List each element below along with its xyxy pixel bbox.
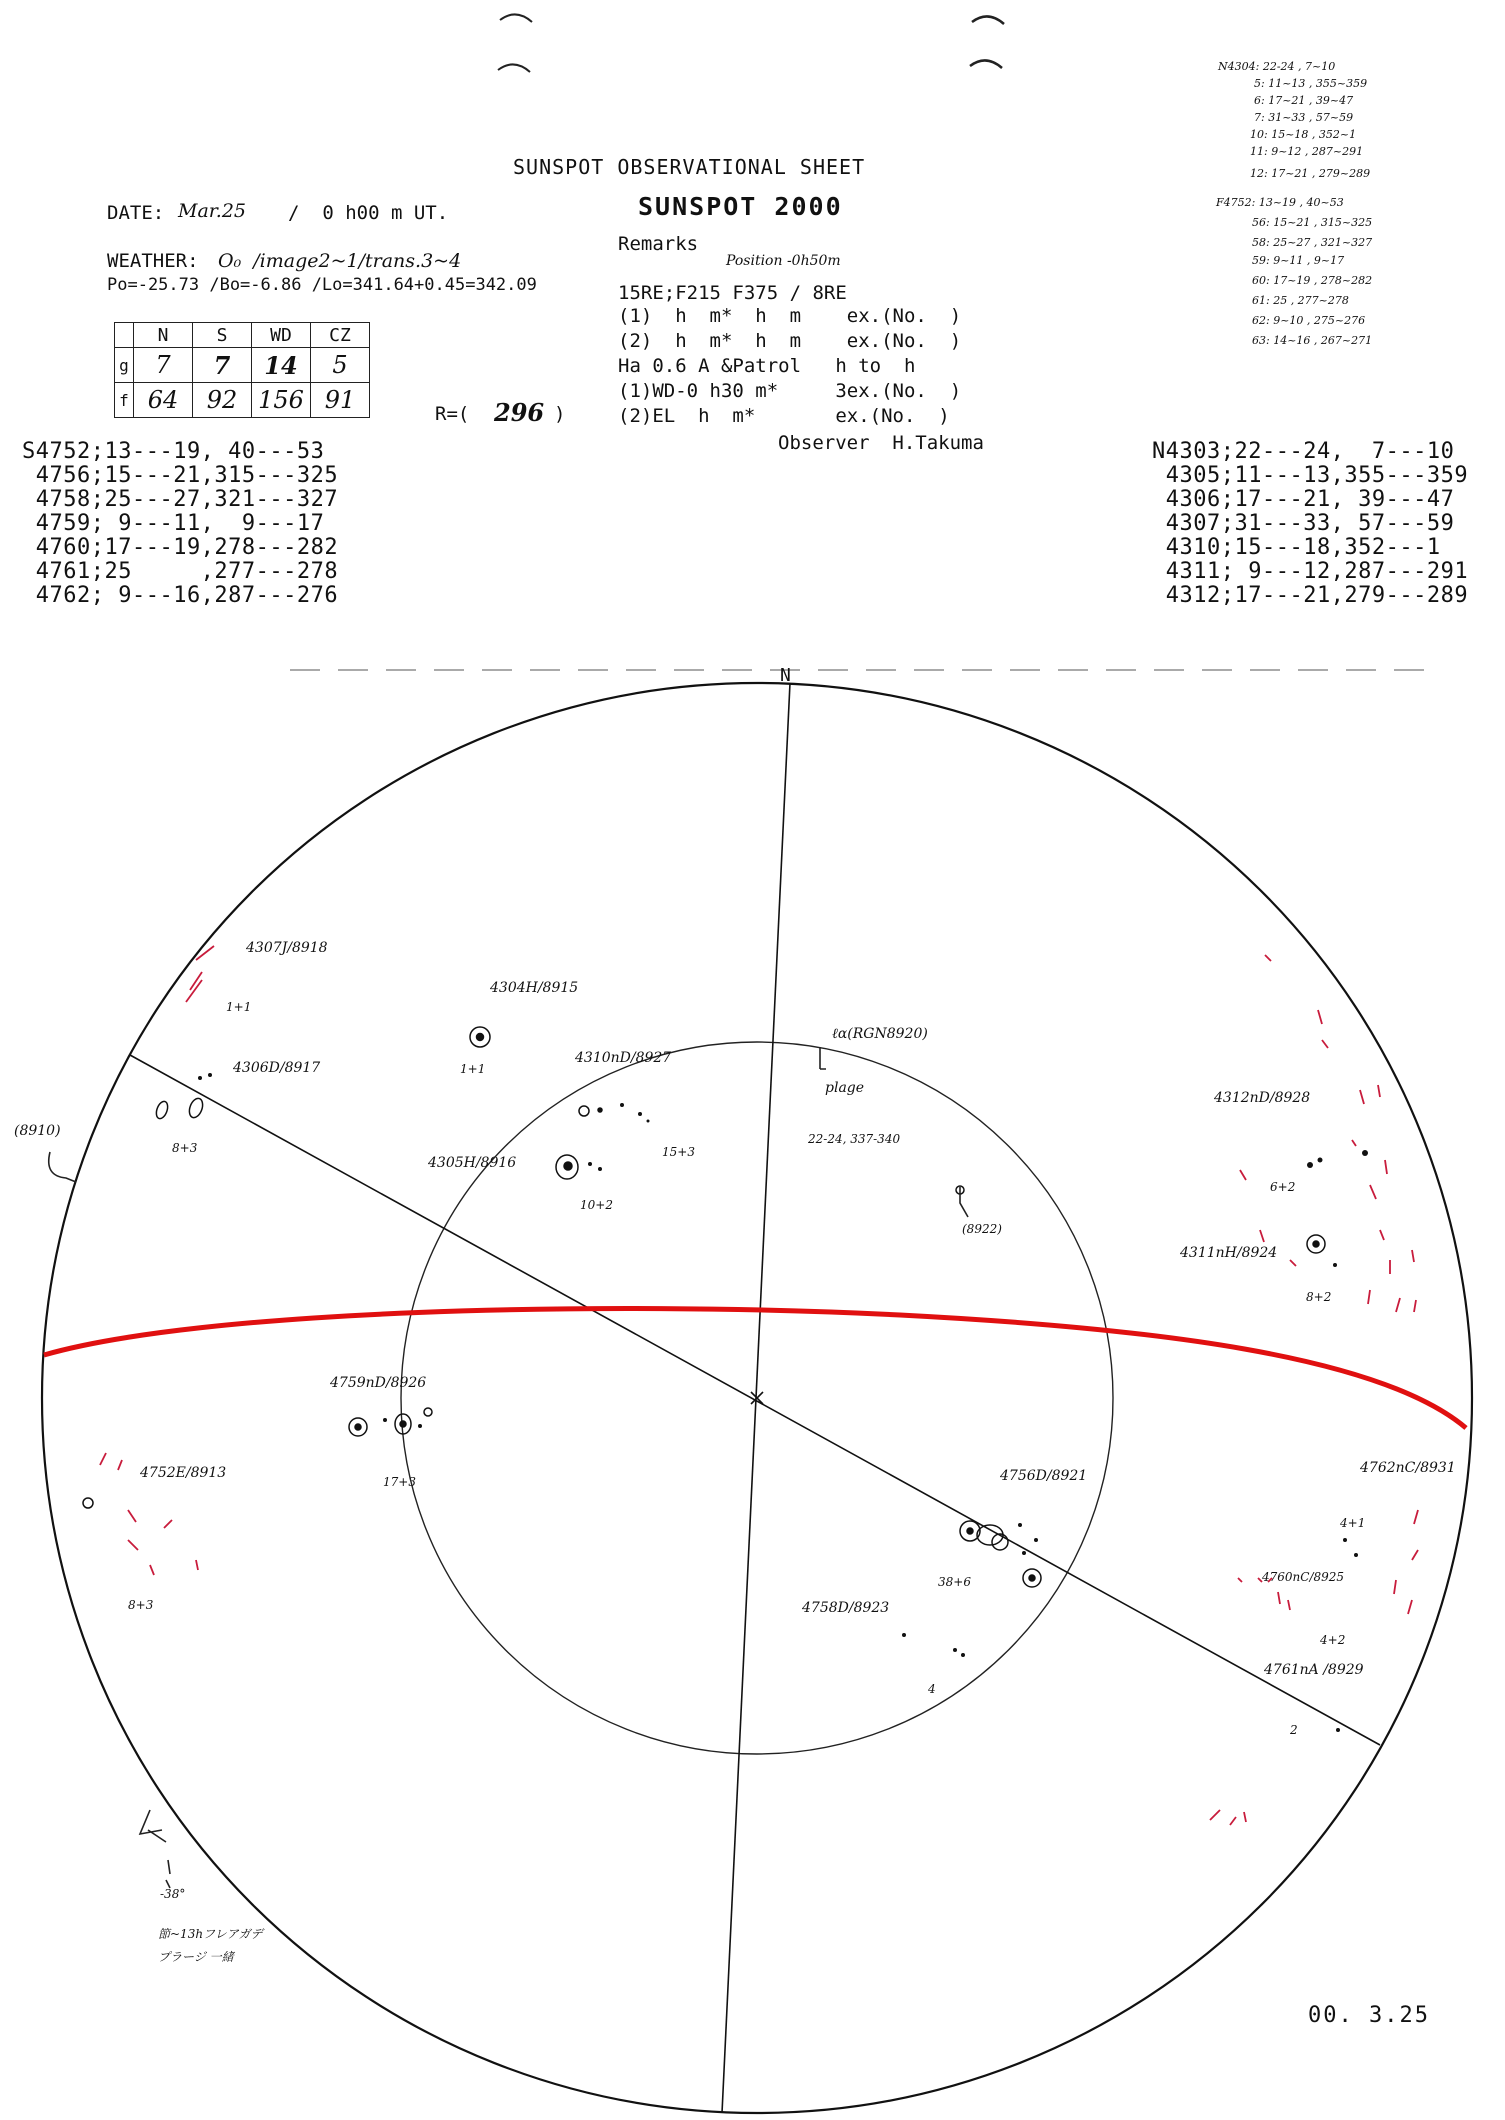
region-count: 1+1 xyxy=(460,1062,486,1076)
table-header: CZ xyxy=(311,323,370,348)
hand-note: 11: 9~12 , 287~291 xyxy=(1250,145,1364,158)
sunspot-dots xyxy=(198,1073,1368,1732)
region-label: 4752E/8913 xyxy=(140,1465,227,1481)
hand-note: 58: 25~27 , 321~327 xyxy=(1252,236,1373,249)
hand-note: 6: 17~21 , 39~47 xyxy=(1254,94,1354,107)
date-stamp: 00. 3.25 xyxy=(1308,2003,1430,2028)
row-label: g xyxy=(115,348,134,383)
r-value: 296 xyxy=(494,398,545,427)
hand-note: 60: 17~19 , 278~282 xyxy=(1252,274,1373,287)
region-label: 4758D/8923 xyxy=(802,1600,890,1616)
weather-label: WEATHER: xyxy=(107,250,199,272)
hand-note: 63: 14~16 , 267~271 xyxy=(1252,334,1373,347)
region-count: 4 xyxy=(928,1682,936,1696)
sheet-subtitle: SUNSPOT 2000 xyxy=(638,192,843,221)
list-item: 4760;17---19,278---282 xyxy=(22,535,339,560)
hand-note: 61: 25 , 277~278 xyxy=(1252,294,1349,307)
hand-note: 10: 15~18 , 352~1 xyxy=(1250,128,1357,141)
hand-note: N4304: 22-24 , 7~10 xyxy=(1218,60,1336,73)
row-label: f xyxy=(115,383,134,418)
table-header: N xyxy=(134,323,193,348)
r-close: ) xyxy=(554,403,566,425)
region-count: 10+2 xyxy=(580,1198,613,1212)
binder-mark xyxy=(500,14,532,22)
list-item: N4303;22---24, 7---10 xyxy=(1152,439,1455,464)
region-label: 4760nC/8925 xyxy=(1262,1570,1345,1584)
region-count: 2 xyxy=(1290,1723,1298,1737)
region-count: 8+3 xyxy=(172,1141,198,1155)
table-cell: 91 xyxy=(311,383,370,418)
table-cell: 14 xyxy=(252,348,311,383)
region-label: ℓα(RGN8920) xyxy=(832,1026,928,1042)
list-item: 4311; 9---12,287---291 xyxy=(1152,559,1469,584)
hand-note: 7: 31~33 , 57~59 xyxy=(1254,111,1354,124)
remarks-line: (2) h m* h m ex.(No. ) xyxy=(618,330,962,352)
region-label: (8910) xyxy=(14,1123,61,1139)
table-cell: 156 xyxy=(252,383,311,418)
list-item: 4756;15---21,315---325 xyxy=(22,463,339,488)
red-annotations xyxy=(100,946,1418,1825)
region-label: 4759nD/8926 xyxy=(330,1375,427,1391)
hand-note: 62: 9~10 , 275~276 xyxy=(1252,314,1366,327)
list-item: 4310;15---18,352---1 xyxy=(1152,535,1441,560)
region-count: 8+3 xyxy=(128,1598,154,1612)
region-label: 4310nD/8927 xyxy=(575,1050,672,1066)
region-label: 4306D/8917 xyxy=(233,1060,321,1076)
table-cell: 7 xyxy=(134,348,193,383)
list-item: S4752;13---19, 40---53 xyxy=(22,439,325,464)
region-label: 4312nD/8928 xyxy=(1214,1090,1311,1106)
angle-note: -38° xyxy=(160,1887,186,1901)
region-label: plage xyxy=(825,1080,865,1096)
remarks-line: (2)EL h m* ex.(No. ) xyxy=(618,405,950,427)
weather-value: O₀ /image2~1/trans.3~4 xyxy=(218,250,462,272)
region-count: 17+3 xyxy=(383,1475,416,1489)
list-item: 4758;25---27,321---327 xyxy=(22,487,339,512)
hand-note: F4752: 13~19 , 40~53 xyxy=(1216,196,1344,209)
remarks-line: (1)WD-0 h30 m* 3ex.(No. ) xyxy=(618,380,962,402)
table-cell: 64 xyxy=(134,383,193,418)
hand-note: 12: 17~21 , 279~289 xyxy=(1250,167,1371,180)
region-label: 4762nC/8931 xyxy=(1360,1460,1456,1476)
table-cell: 7 xyxy=(193,348,252,383)
region-count: 1+1 xyxy=(226,1000,252,1014)
date-label: DATE: xyxy=(107,202,165,224)
region-label: 4307J/8918 xyxy=(246,940,328,956)
region-count: 6+2 xyxy=(1270,1180,1296,1194)
binder-mark xyxy=(970,60,1002,68)
region-count: 15+3 xyxy=(662,1145,695,1159)
observer: Observer H.Takuma xyxy=(778,432,984,454)
north-mark: N xyxy=(780,665,791,686)
date-value: Mar.25 xyxy=(178,200,246,222)
list-item: 4312;17---21,279---289 xyxy=(1152,583,1469,608)
list-item: 4759; 9---11, 9---17 xyxy=(22,511,325,536)
table-cell: 5 xyxy=(311,348,370,383)
region-label: (8922) xyxy=(962,1222,1002,1236)
list-item: 4306;17---21, 39---47 xyxy=(1152,487,1455,512)
list-item: 4762; 9---16,287---276 xyxy=(22,583,339,608)
list-item: 4761;25 ,277---278 xyxy=(22,559,339,584)
remarks-line: Ha 0.6 A &Patrol h to h xyxy=(618,355,916,377)
po-bo-lo: Po=-25.73 /Bo=-6.86 /Lo=341.64+0.45=342.09 xyxy=(107,275,537,295)
region-count: 38+6 xyxy=(938,1575,971,1589)
ut-time: / 0 h00 m UT. xyxy=(288,202,449,224)
remarks-line: (1) h m* h m ex.(No. ) xyxy=(618,305,962,327)
binder-mark xyxy=(972,16,1004,24)
hand-note: 5: 11~13 , 355~359 xyxy=(1254,77,1368,90)
region-count: 4+1 xyxy=(1340,1516,1366,1530)
region-label: 4756D/8921 xyxy=(1000,1468,1088,1484)
region-count: 8+2 xyxy=(1306,1290,1332,1304)
r-label: R=( xyxy=(435,403,470,425)
table-header: S xyxy=(193,323,252,348)
binder-mark xyxy=(498,64,530,72)
remarks-line: 15RE;F215 F375 / 8RE xyxy=(618,282,847,304)
hand-note: 59: 9~11 , 9~17 xyxy=(1252,254,1345,267)
region-label: 22-24, 337-340 xyxy=(808,1132,901,1146)
table-header: WD xyxy=(252,323,311,348)
sheet-title: SUNSPOT OBSERVATIONAL SHEET xyxy=(513,155,866,179)
region-label: 4304H/8915 xyxy=(490,980,579,996)
region-count: 4+2 xyxy=(1320,1633,1346,1647)
table-cell: 92 xyxy=(193,383,252,418)
region-label: 4311nH/8924 xyxy=(1180,1245,1278,1261)
hand-note: プラージ 一緒 xyxy=(158,1950,234,1964)
list-item: 4305;11---13,355---359 xyxy=(1152,463,1469,488)
region-label: 4305H/8916 xyxy=(428,1155,517,1171)
list-item: 4307;31---33, 57---59 xyxy=(1152,511,1455,536)
remarks-label: Remarks xyxy=(618,233,699,255)
position-note: Position -0h50m xyxy=(726,253,841,269)
hand-note: 56: 15~21 , 315~325 xyxy=(1252,216,1373,229)
region-label: 4761nA /8929 xyxy=(1264,1662,1364,1678)
hand-note: 節~13hフレアガデ xyxy=(158,1927,263,1941)
